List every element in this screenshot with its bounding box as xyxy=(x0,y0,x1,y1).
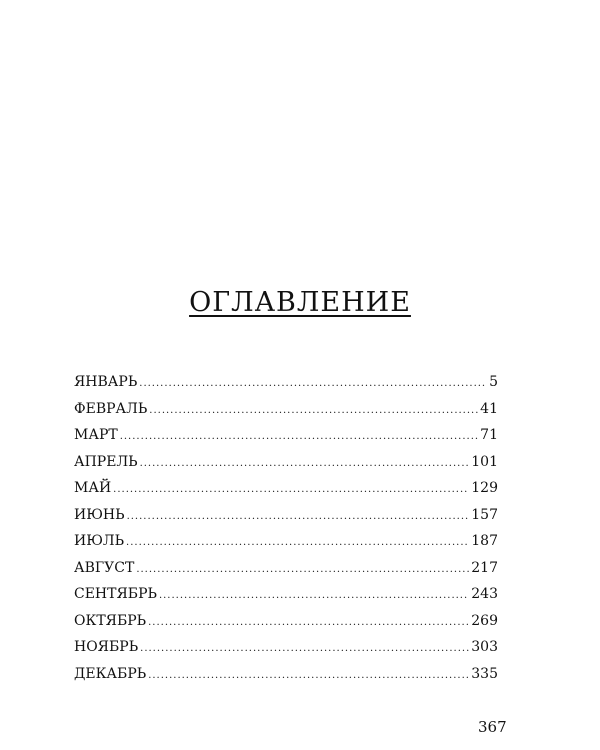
dot-leader xyxy=(113,480,469,500)
dot-leader xyxy=(148,666,469,686)
toc-entry-label: ЯНВАРЬ xyxy=(74,374,138,390)
dot-leader xyxy=(120,427,478,447)
dot-leader xyxy=(139,374,487,394)
toc-entry-may[interactable] xyxy=(74,478,498,505)
dot-leader xyxy=(140,639,469,659)
dot-leader xyxy=(148,613,469,633)
toc-entry-october[interactable] xyxy=(74,611,498,638)
toc-entry-page: 269 xyxy=(471,612,498,629)
table-of-contents xyxy=(74,372,498,690)
dot-leader xyxy=(149,401,478,421)
toc-entry-label: АВГУСТ xyxy=(74,559,135,576)
toc-entry-label: АПРЕЛЬ xyxy=(74,453,138,470)
toc-entry-january[interactable] xyxy=(74,372,498,399)
toc-entry-august[interactable] xyxy=(74,558,498,585)
toc-entry-page: 129 xyxy=(471,480,498,496)
toc-entry-label: МАРТ xyxy=(74,427,118,443)
toc-entry-label: МАЙ xyxy=(74,480,112,496)
toc-entry-page: 217 xyxy=(471,559,498,576)
toc-entry-page: 335 xyxy=(471,665,498,682)
toc-entry-page: 303 xyxy=(471,639,498,655)
toc-entry-page: 187 xyxy=(471,533,498,549)
dot-leader xyxy=(140,454,470,474)
toc-entry-june[interactable] xyxy=(74,505,498,532)
toc-entry-april[interactable] xyxy=(74,452,498,479)
toc-entry-march[interactable] xyxy=(74,425,498,452)
toc-entry-page: 71 xyxy=(480,427,498,443)
dot-leader xyxy=(136,560,469,580)
toc-entry-label: НОЯБРЬ xyxy=(74,639,139,655)
toc-entry-label: ОКТЯБРЬ xyxy=(74,612,147,629)
toc-entry-page: 243 xyxy=(471,586,498,602)
page-number: 367 xyxy=(478,718,507,736)
toc-entry-november[interactable] xyxy=(74,637,498,664)
page-title: ОГЛАВЛЕНИЕ xyxy=(189,287,411,318)
dot-leader xyxy=(159,586,469,606)
toc-entry-july[interactable] xyxy=(74,531,498,558)
toc-entry-label: ДЕКАБРЬ xyxy=(74,665,147,682)
toc-entry-september[interactable] xyxy=(74,584,498,611)
toc-entry-label: ФЕВРАЛЬ xyxy=(74,400,148,417)
toc-entry-label: СЕНТЯБРЬ xyxy=(74,586,157,602)
toc-entry-february[interactable] xyxy=(74,399,498,426)
toc-entry-label: ИЮНЬ xyxy=(74,506,125,523)
toc-entry-december[interactable] xyxy=(74,664,498,691)
toc-entry-label: ИЮЛЬ xyxy=(74,533,125,549)
toc-entry-page: 5 xyxy=(489,374,498,390)
toc-entry-page: 41 xyxy=(480,400,498,417)
dot-leader xyxy=(127,507,470,527)
toc-entry-page: 101 xyxy=(471,453,498,470)
dot-leader xyxy=(126,533,469,553)
toc-entry-page: 157 xyxy=(471,506,498,523)
